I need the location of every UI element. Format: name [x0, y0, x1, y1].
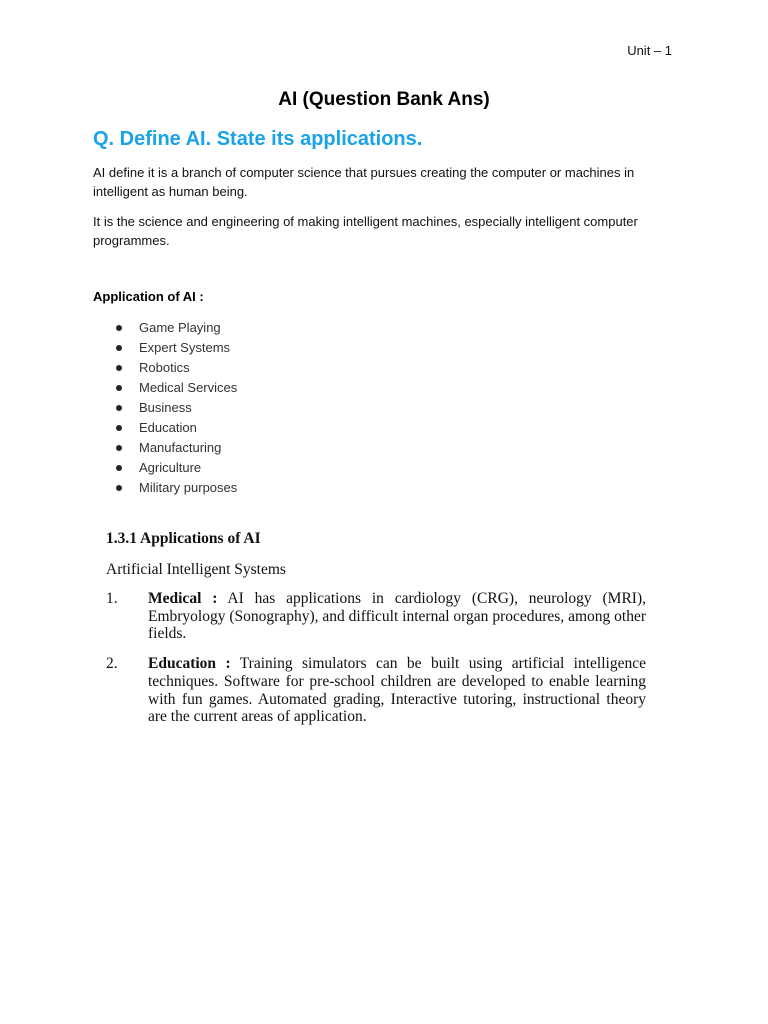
- list-item: [93, 338, 237, 358]
- bullet-icon: [116, 425, 122, 431]
- bullet-icon: [116, 405, 122, 411]
- list-item-label: Education: [139, 420, 197, 435]
- definition-paragraph-1: AI define it is a branch of computer science that pursues creating the computer or machines in intelligent as human being.: [93, 165, 635, 199]
- bullet-icon: [116, 485, 122, 491]
- excerpt-item-education: [106, 655, 646, 726]
- list-item-label: Expert Systems: [139, 340, 231, 355]
- list-item-label: Agriculture: [139, 460, 202, 475]
- definition-paragraph-2: It is the science and engineering of making intelligent machines, especially intelligent computer programmes.: [93, 214, 638, 248]
- list-item: [93, 398, 237, 418]
- excerpt-item-term: Education :: [148, 655, 231, 673]
- excerpt-item-term: Medical :: [148, 590, 218, 607]
- list-item: [93, 378, 237, 398]
- excerpt-item-text: [148, 655, 646, 726]
- bullet-icon: [116, 365, 122, 371]
- list-item-label: Manufacturing: [139, 440, 222, 455]
- list-item: [93, 318, 237, 338]
- bullet-icon: [116, 345, 122, 351]
- list-item-label: Medical Services: [139, 380, 238, 395]
- list-item-label: Business: [139, 400, 192, 415]
- excerpt-item-number: 1.: [106, 590, 118, 607]
- applications-heading: Application of AI :: [93, 289, 204, 304]
- question-heading: Q. Define AI. State its applications.: [93, 128, 423, 150]
- bullet-icon: [116, 385, 122, 391]
- list-item-label: Robotics: [139, 360, 190, 375]
- excerpt-item-text: [148, 590, 646, 643]
- list-item-label: Game Playing: [139, 320, 221, 335]
- excerpt-subheading: Artificial Intelligent Systems: [106, 561, 286, 578]
- applications-list: [93, 318, 237, 498]
- textbook-excerpt: [106, 528, 646, 738]
- list-item: [93, 478, 237, 498]
- list-item: [93, 358, 237, 378]
- excerpt-item-body: AI has applications in cardiology (CRG), neurology (MRI), Embryology (Sonography), and difficult internal organ procedures, among other fields.: [148, 590, 646, 643]
- unit-label: Unit – 1: [627, 43, 672, 58]
- excerpt-item-body: Training simulators can be built using artificial intelligence techniques. Software for pre-school children are developed to enable learning with fun games. Automated grading, Interactive tutoring, instructional theory are the current areas of application.: [148, 655, 646, 726]
- bullet-icon: [116, 325, 122, 331]
- excerpt-item-number: 2.: [106, 655, 118, 673]
- list-item: [93, 458, 237, 478]
- page-title: AI (Question Bank Ans): [278, 89, 490, 110]
- list-item: [93, 418, 237, 438]
- list-item-label: Military purposes: [139, 480, 238, 495]
- excerpt-item-medical: [106, 590, 646, 643]
- excerpt-heading: 1.3.1 Applications of AI: [106, 530, 261, 547]
- bullet-icon: [116, 445, 122, 451]
- bullet-icon: [116, 465, 122, 471]
- list-item: [93, 438, 237, 458]
